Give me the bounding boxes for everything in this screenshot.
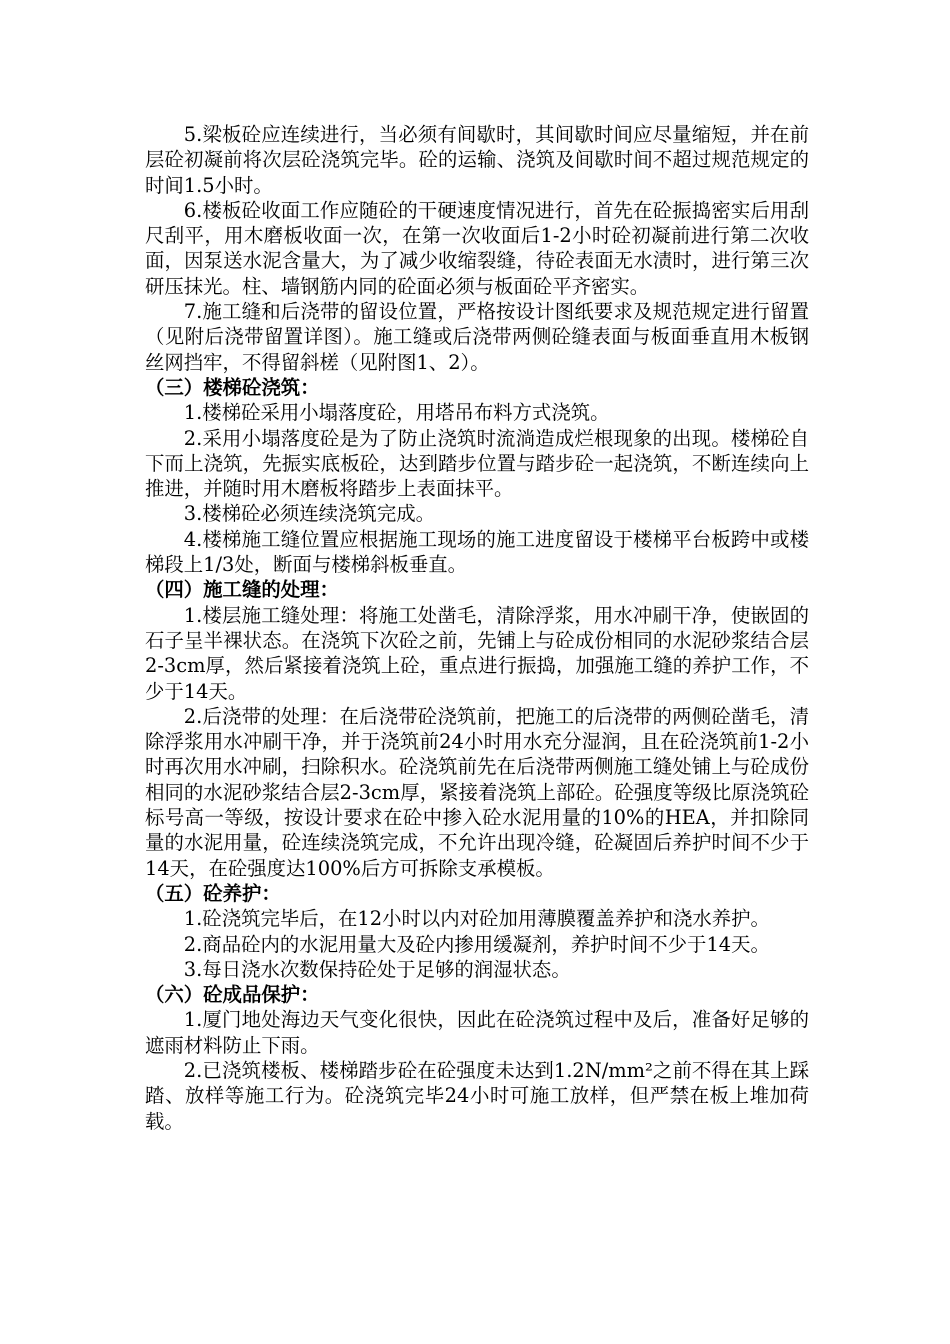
paragraph-protection-2: 2.已浇筑楼板、楼梯踏步砼在砼强度未达到1.2N/mm²之前不得在其上踩踏、放样等施工行为。砼浇筑完毕24小时可施工放样，但严禁在板上堆加荷载。 bbox=[145, 1058, 809, 1133]
paragraph-protection-1: 1.厦门地处海边天气变化很快，因此在砼浇筑过程中及后，准备好足够的遮雨材料防止下雨。 bbox=[145, 1008, 809, 1057]
paragraph-stair-2: 2.采用小塌落度砼是为了防止浇筑时流淌造成烂根现象的出现。楼梯砼自下而上浇筑，先振实底板砼，达到踏步位置与踏步砼一起浇筑，不断连续向上推进，并随时用木磨板将踏步上表面抹平。 bbox=[145, 426, 809, 501]
paragraph-curing-3: 3.每日浇水次数保持砼处于足够的润湿状态。 bbox=[183, 957, 571, 981]
section-heading-curing: （五）砼养护： bbox=[145, 881, 281, 905]
section-heading-protection: （六）砼成品保护： bbox=[145, 983, 320, 1007]
paragraph-joint-2: 2.后浇带的处理：在后浇带砼浇筑前，把施工的后浇带的两侧砼凿毛，清除浮浆用水冲刷干净，并于浇筑前24小时用水充分湿润，且在砼浇筑前1-2小时再次用水冲刷，扫除积水。砼浇筑前先在后浇带两侧施工缝处铺上与砼成份相同的水泥砂浆结合层2-3cm厚，紧接着浇筑上部砼。砼强度等级比原浇筑砼标号高一等级，按设计要求在砼中掺入砼水泥用量的10%的HEA，并扣除同量的水泥用量，砼连续浇筑完成，不允许出现冷缝，砼凝固后养护时间不少于14天，在砼强度达100%后方可拆除支承模板。 bbox=[145, 704, 809, 880]
paragraph-stair-1: 1.楼梯砼采用小塌落度砼，用塔吊布料方式浇筑。 bbox=[183, 401, 610, 425]
paragraph-curing-2: 2.商品砼内的水泥用量大及砼内掺用缓凝剂，养护时间不少于14天。 bbox=[183, 932, 770, 956]
paragraph-slab-finishing: 6.楼板砼收面工作应随砼的干硬速度情况进行，首先在砼振捣密实后用刮尺刮平，用木磨板收面一次，在第一次收面后1-2小时砼初凝前进行第二次收面，因泵送水泥含量大，为了减少收缩裂缝，待砼表面无水渍时，进行第三次研压抹光。柱、墙钢筋内同的砼面必须与板面砼平齐密实。 bbox=[145, 198, 809, 298]
document-page bbox=[145, 122, 809, 1134]
paragraph-curing-1: 1.砼浇筑完毕后，在12小时以内对砼加用薄膜覆盖养护和浇水养护。 bbox=[183, 907, 770, 931]
paragraph-construction-joint-position: 7.施工缝和后浇带的留设位置，严格按设计图纸要求及规范规定进行留置（见附后浇带留置详图）。施工缝或后浇带两侧砼缝表面与板面垂直用木板钢丝网挡牢，不得留斜槎（见附图1、2）。 bbox=[145, 300, 809, 374]
section-heading-joint-treatment: （四）施工缝的处理： bbox=[145, 578, 339, 602]
section-heading-stair-concrete: （三）楼梯砼浇筑： bbox=[145, 375, 320, 399]
paragraph-joint-1: 1.楼层施工缝处理：将施工处凿毛，清除浮浆，用水冲刷干净，使嵌固的石子呈半裸状态。在浇筑下次砼之前，先铺上与砼成份相同的水泥砂浆结合层2-3cm厚，然后紧接着浇筑上砼，重点进行振捣，加强施工缝的养护工作，不少于14天。 bbox=[145, 603, 809, 703]
paragraph-beam-slab-continuous: 5.梁板砼应连续进行，当必须有间歇时，其间歇时间应尽量缩短，并在前层砼初凝前将次层砼浇筑完毕。砼的运输、浇筑及间歇时间不超过规范规定的时间1.5小时。 bbox=[145, 123, 809, 197]
paragraph-stair-4: 4.楼梯施工缝位置应根据施工现场的施工进度留设于楼梯平台板跨中或楼梯段上1/3处，断面与楼梯斜板垂直。 bbox=[145, 527, 809, 577]
paragraph-stair-3: 3.楼梯砼必须连续浇筑完成。 bbox=[183, 502, 435, 526]
